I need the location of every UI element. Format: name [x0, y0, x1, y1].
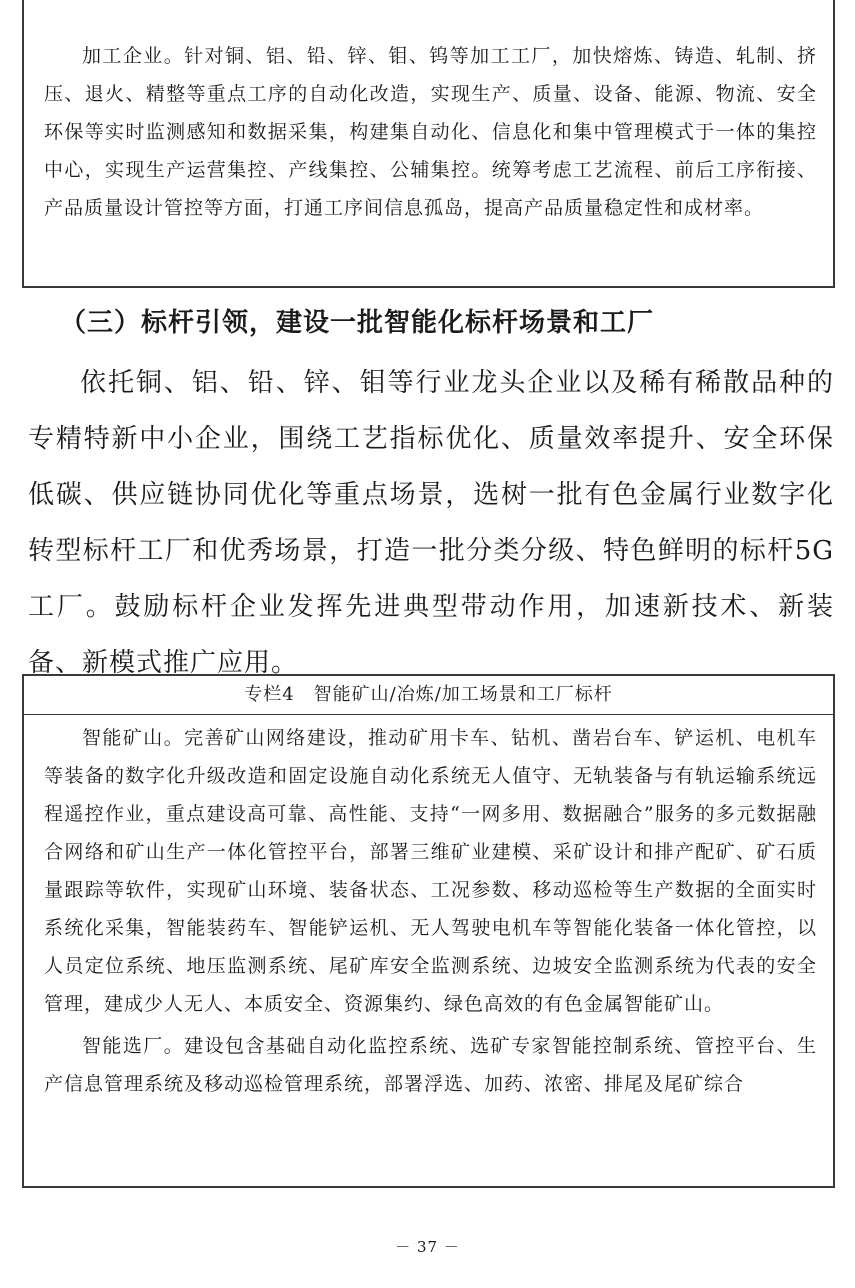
page-number: － 37 －: [395, 1238, 460, 1256]
top-column-box: [22, 0, 835, 288]
column-4-box: [22, 674, 835, 1188]
column-4-caption: 专栏4 智能矿山/冶炼/加工场景和工厂标杆: [24, 676, 833, 715]
section-paragraph: 依托铜、铝、铅、锌、钼等行业龙头企业以及稀有稀散品种的专精特新中小企业，围绕工艺指标优化、质量效率提升、安全环保低碳、供应链协同优化等重点场景，选树一批有色金属行业数字化转型标杆工厂和优秀场景，打造一批分类分级、特色鲜明的标杆5G工厂。鼓励标杆企业发挥先进典型带动作用，加速新技术、新装备、新模式推广应用。: [28, 368, 834, 678]
smart-plant-paragraph: 智能选厂。建设包含基础自动化监控系统、选矿专家智能控制系统、管控平台、生产信息管理系统及移动巡检管理系统，部署浮选、加药、浓密、排尾及尾矿综合: [44, 1035, 817, 1095]
smart-mine-paragraph: 智能矿山。完善矿山网络建设，推动矿用卡车、钻机、凿岩台车、铲运机、电机车等装备的数字化升级改造和固定设施自动化系统无人值守、无轨装备与有轨运输系统远程遥控作业，重点建设高可靠、高性能、支持“一网多用、数据融合”服务的多元数据融合网络和矿山生产一体化管控平台，部署三维矿业建模、采矿设计和排产配矿、矿石质量跟踪等软件，实现矿山环境、装备状态、工况参数、移动巡检等生产数据的全面实时系统化采集，智能装药车、智能铲运机、无人驾驶电机车等智能化装备一体化管控，以人员定位系统、地压监测系统、尾矿库安全监测系统、边坡安全监测系统为代表的安全管理，建成少人无人、本质安全、资源集约、绿色高效的有色金属智能矿山。: [44, 727, 817, 1015]
section-heading: （三）标杆引领，建设一批智能化标杆场景和工厂: [60, 308, 655, 338]
top-box-paragraph: 加工企业。针对铜、铝、铅、锌、钼、钨等加工工厂，加快熔炼、铸造、轧制、挤压、退火、精整等重点工序的自动化改造，实现生产、质量、设备、能源、物流、安全环保等实时监测感知和数据采集，构建集自动化、信息化和集中管理模式于一体的集控中心，实现生产运营集控、产线集控、公辅集控。统筹考虑工艺流程、前后工序衔接、产品质量设计管控等方面，打通工序间信息孤岛，提高产品质量稳定性和成材率。: [44, 45, 817, 219]
